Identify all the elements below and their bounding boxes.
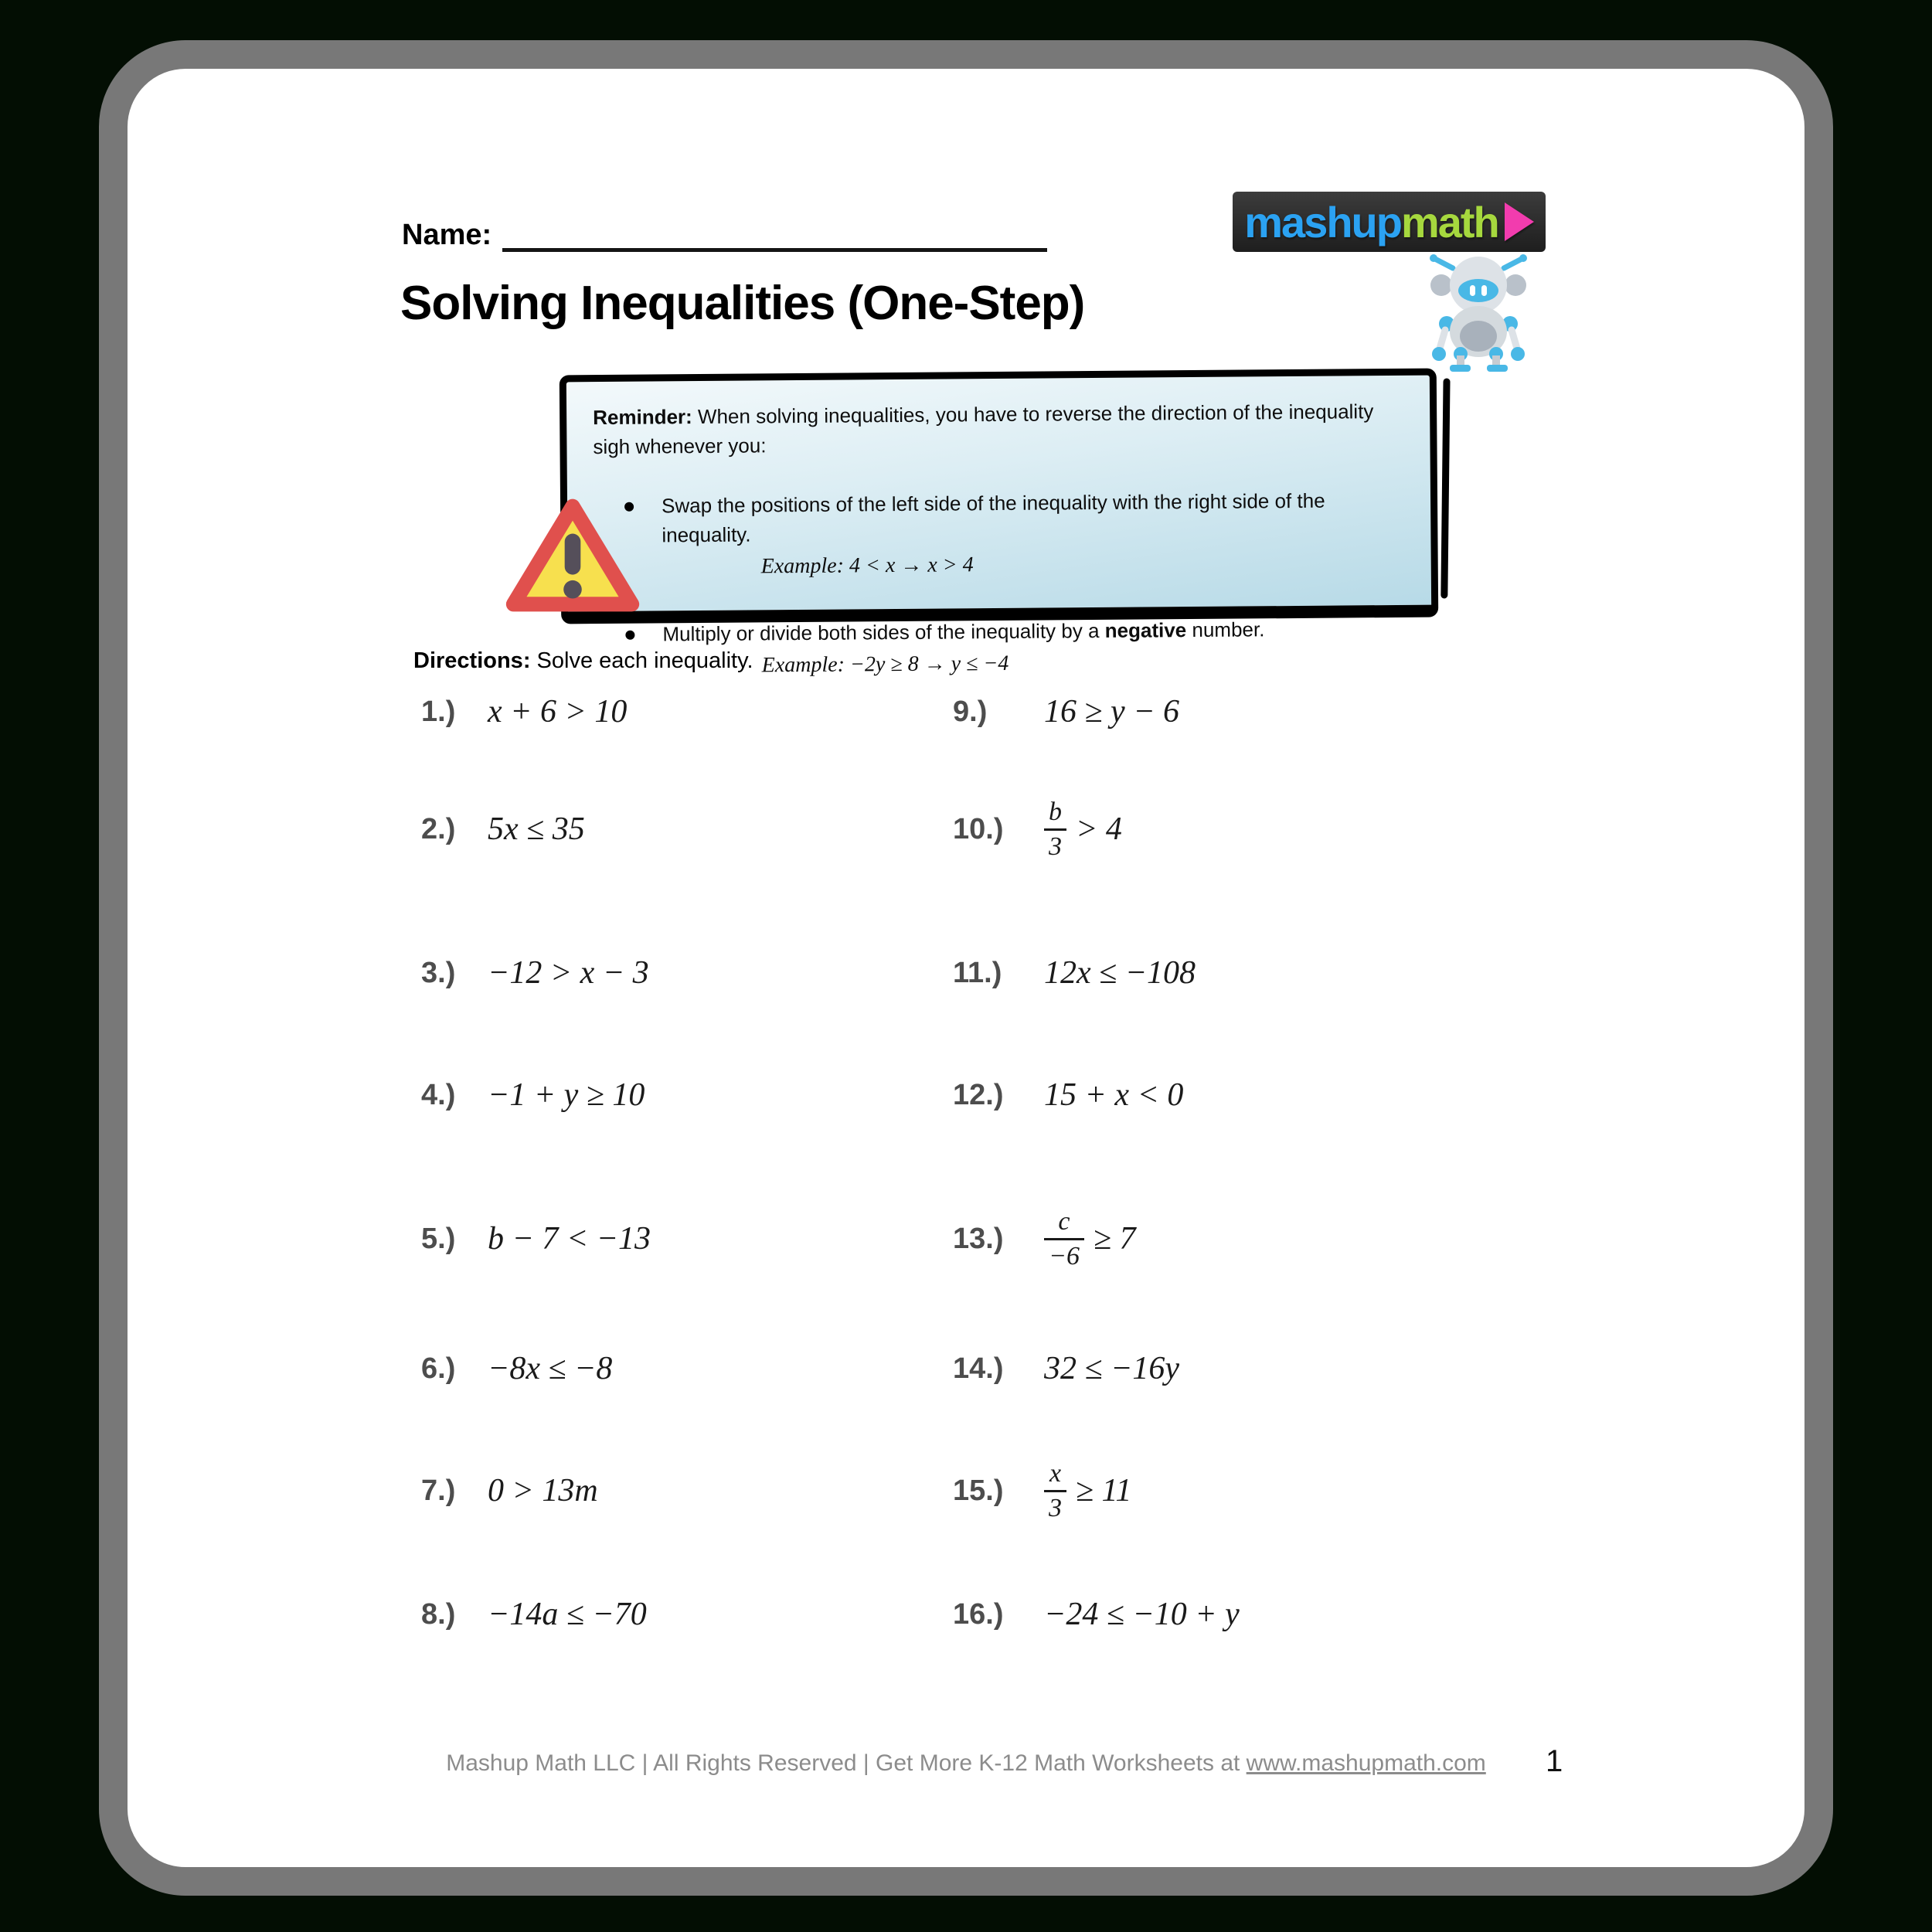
problem-expression: 15 + x < 0 bbox=[1044, 1077, 1184, 1113]
warning-icon bbox=[504, 494, 641, 619]
problem-expression: 12x ≤ −108 bbox=[1044, 955, 1196, 991]
problem-number: 7.) bbox=[421, 1474, 456, 1507]
worksheet-page bbox=[99, 40, 1833, 1896]
problem-14 bbox=[953, 1344, 1179, 1393]
problem-4 bbox=[421, 1070, 645, 1120]
directions-label: Directions: bbox=[413, 648, 531, 673]
logo-word-mashup: mashup bbox=[1244, 197, 1401, 247]
problem-7 bbox=[421, 1466, 598, 1515]
reminder-bullet-1: Swap the positions of the left side of the inequality with the right side of the inequality. bbox=[584, 486, 1408, 551]
problem-number: 2.) bbox=[421, 812, 456, 845]
footer-text: Mashup Math LLC | All Rights Reserved | Get More K-12 Math Worksheets at bbox=[446, 1750, 1247, 1776]
problem-expression: −1 + y ≥ 10 bbox=[488, 1077, 645, 1113]
robot-mascot-icon bbox=[1410, 251, 1546, 372]
problem-11 bbox=[953, 948, 1196, 998]
problem-1 bbox=[421, 687, 627, 736]
problem-expression: −24 ≤ −10 + y bbox=[1044, 1597, 1240, 1632]
mashupmath-logo bbox=[1233, 192, 1546, 252]
problem-expression: 32 ≤ −16y bbox=[1044, 1351, 1180, 1386]
fraction: b 3 bbox=[1044, 798, 1066, 862]
bullet-icon bbox=[625, 631, 634, 640]
problem-expression: x + 6 > 10 bbox=[488, 694, 628, 730]
problem-number: 15.) bbox=[953, 1474, 1004, 1507]
page-number: 1 bbox=[1546, 1744, 1563, 1778]
problem-number: 6.) bbox=[421, 1352, 456, 1385]
problem-expression: 16 ≥ y − 6 bbox=[1044, 694, 1180, 730]
directions: Directions: Solve each inequality. bbox=[413, 648, 753, 673]
problem-expression: ≥ 7 bbox=[1093, 1221, 1136, 1257]
problem-8 bbox=[421, 1590, 647, 1639]
page-title: Solving Inequalities (One-Step) bbox=[400, 277, 1085, 330]
name-label: Name: bbox=[402, 219, 492, 251]
name-row bbox=[402, 217, 1047, 252]
problem-number: 11.) bbox=[953, 956, 1002, 989]
problem-expression: −8x ≤ −8 bbox=[488, 1351, 613, 1386]
reminder-text: Reminder: When solving inequalities, you have to reverse the direction of the inequality sigh whenever you: bbox=[593, 400, 1374, 458]
play-icon bbox=[1505, 202, 1534, 241]
reminder-bullet-2: Multiply or divide both sides of the inequality by a negative number. bbox=[585, 614, 1408, 650]
problem-number: 9.) bbox=[953, 695, 988, 728]
problem-number: 13.) bbox=[953, 1222, 1004, 1255]
problem-number: 1.) bbox=[421, 695, 456, 728]
problem-10 bbox=[953, 781, 1122, 877]
problem-number: 5.) bbox=[421, 1222, 456, 1255]
problem-2 bbox=[421, 804, 585, 854]
problem-5 bbox=[421, 1214, 651, 1264]
problem-expression: −14a ≤ −70 bbox=[488, 1597, 647, 1632]
problem-3 bbox=[421, 948, 649, 998]
reminder-label: Reminder: bbox=[593, 405, 692, 430]
problem-number: 10.) bbox=[953, 812, 1004, 845]
problem-expression: > 4 bbox=[1076, 811, 1122, 847]
problem-expression: b − 7 < −13 bbox=[488, 1221, 651, 1257]
problem-expression: 5x ≤ 35 bbox=[488, 811, 585, 847]
problem-9 bbox=[953, 687, 1179, 736]
fraction: $\frac{c}{-6}$ bbox=[1044, 1207, 1084, 1271]
problem-number: 14.) bbox=[953, 1352, 1004, 1385]
problem-number: 4.) bbox=[421, 1078, 456, 1111]
problem-expression: ≥ 11 bbox=[1076, 1473, 1132, 1509]
reminder-example-2: Example: −2y ≥ 8 → y ≤ −4 bbox=[761, 651, 1009, 678]
footer-link[interactable]: www.mashupmath.com bbox=[1246, 1750, 1486, 1776]
problem-number: 3.) bbox=[421, 956, 456, 989]
problem-number: 8.) bbox=[421, 1597, 456, 1631]
fraction: $\frac{x}{3}$ bbox=[1044, 1459, 1066, 1523]
logo-word-math: math bbox=[1400, 197, 1498, 247]
problem-16 bbox=[953, 1590, 1240, 1639]
problem-6 bbox=[421, 1344, 612, 1393]
problem-12 bbox=[953, 1070, 1183, 1120]
problem-expression: −12 > x − 3 bbox=[488, 955, 649, 991]
name-input-line[interactable] bbox=[502, 217, 1047, 252]
problem-13 bbox=[953, 1191, 1136, 1287]
problem-expression: 0 > 13m bbox=[488, 1473, 598, 1509]
reminder-example-1: Example: 4 < x → x > 4 bbox=[760, 553, 974, 579]
problem-15 bbox=[953, 1443, 1131, 1539]
problem-number: 12.) bbox=[953, 1078, 1004, 1111]
problem-number: 16.) bbox=[953, 1597, 1004, 1631]
